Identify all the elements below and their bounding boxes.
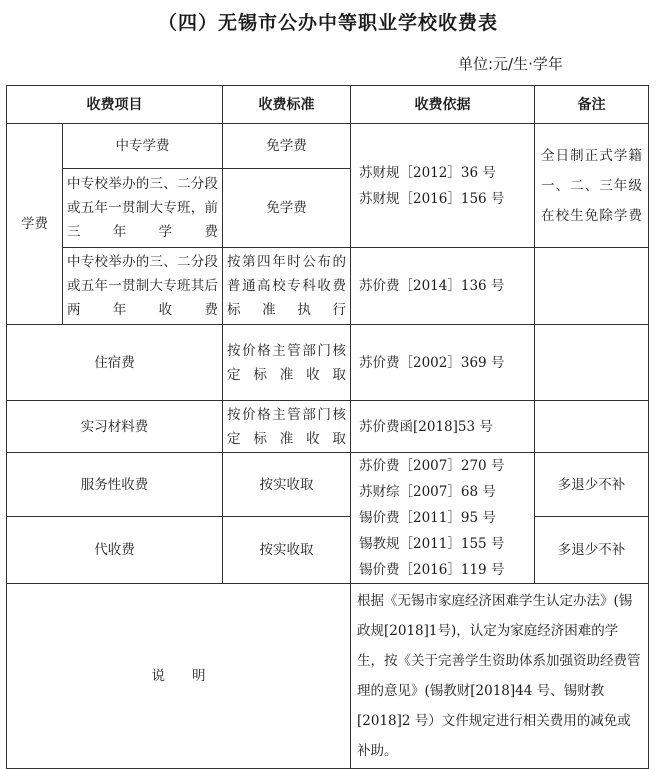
basis-line: 苏财规［2016］156 号 xyxy=(359,190,505,207)
table-row xyxy=(7,517,649,584)
explanation-text: 根据《无锡市家庭经济困难学生认定办法》(锡政规[2018]1号)，认定为家庭经济困难的学生，按《关于完善学生资助体系加强资助经费管理的意见》(锡教财[2018]44 号、锡财教[2018]2 号）文件规定进行相关费用的减免或补助。 xyxy=(351,584,649,769)
page-title: （四）无锡市公办中等职业学校收费表 xyxy=(157,12,498,34)
accommodation-item: 住宿费 xyxy=(7,325,223,401)
basis-line: 苏财综［2007］68 号 xyxy=(359,484,496,500)
collection-standard: 按实收取 xyxy=(223,517,351,584)
tuition-basis-shared xyxy=(351,124,535,248)
materials-basis: 苏价费函[2018]53 号 xyxy=(351,401,535,453)
materials-item: 实习材料费 xyxy=(7,401,223,453)
tuition-standard-3: 按第四年时公布的普通高校专科收费标准执行 xyxy=(223,248,351,325)
tuition-item-2: 中专校举办的三、二分段或五年一贯制大专班，前三年学费 xyxy=(63,169,223,248)
basis-line: 苏价费［2007］270 号 xyxy=(359,458,505,474)
tuition-standard-2: 免学费 xyxy=(223,169,351,248)
basis-line: 锡价费［2011］95 号 xyxy=(359,510,496,526)
header-remark: 备注 xyxy=(535,86,649,124)
materials-standard: 按价格主管部门核定标准收取 xyxy=(223,401,351,453)
tuition-item-1: 中专学费 xyxy=(63,124,223,169)
table-row xyxy=(7,453,649,517)
unit-label: 单位:元/生·学年 xyxy=(458,55,563,73)
tuition-standard-1: 免学费 xyxy=(223,124,351,169)
table-row xyxy=(7,325,649,401)
table-row xyxy=(7,401,649,453)
table-row xyxy=(7,248,649,325)
fee-table xyxy=(6,85,649,769)
header-basis: 收费依据 xyxy=(351,86,535,124)
service-item: 服务性收费 xyxy=(7,453,223,517)
header-standard: 收费标准 xyxy=(223,86,351,124)
collection-item: 代收费 xyxy=(7,517,223,584)
tuition-category: 学费 xyxy=(7,124,63,325)
accommodation-standard: 按价格主管部门核定标准收取 xyxy=(223,325,351,401)
basis-line: 锡价费［2016］119 号 xyxy=(359,562,505,578)
basis-line: 苏财规［2012］36 号 xyxy=(359,164,496,181)
service-remark: 多退少不补 xyxy=(535,453,649,517)
collection-remark: 多退少不补 xyxy=(535,517,649,584)
service-standard: 按实收取 xyxy=(223,453,351,517)
accommodation-basis: 苏价费［2002］369 号 xyxy=(351,325,535,401)
accommodation-remark xyxy=(535,325,649,401)
tuition-remark-3 xyxy=(535,248,649,325)
tuition-remark: 全日制正式学籍一、二、三年级在校生免除学费 xyxy=(535,124,649,248)
header-row xyxy=(7,86,649,124)
explanation-label: 说 明 xyxy=(7,584,351,769)
table-row xyxy=(7,124,649,169)
tuition-basis-3: 苏价费［2014］136 号 xyxy=(351,248,535,325)
tuition-item-3: 中专校举办的三、二分段或五年一贯制大专班其后两年收费 xyxy=(63,248,223,325)
header-item: 收费项目 xyxy=(7,86,223,124)
basis-line: 锡教规［2011］155 号 xyxy=(359,536,505,552)
table-row xyxy=(7,584,649,769)
materials-remark xyxy=(535,401,649,453)
shared-basis xyxy=(351,453,535,584)
